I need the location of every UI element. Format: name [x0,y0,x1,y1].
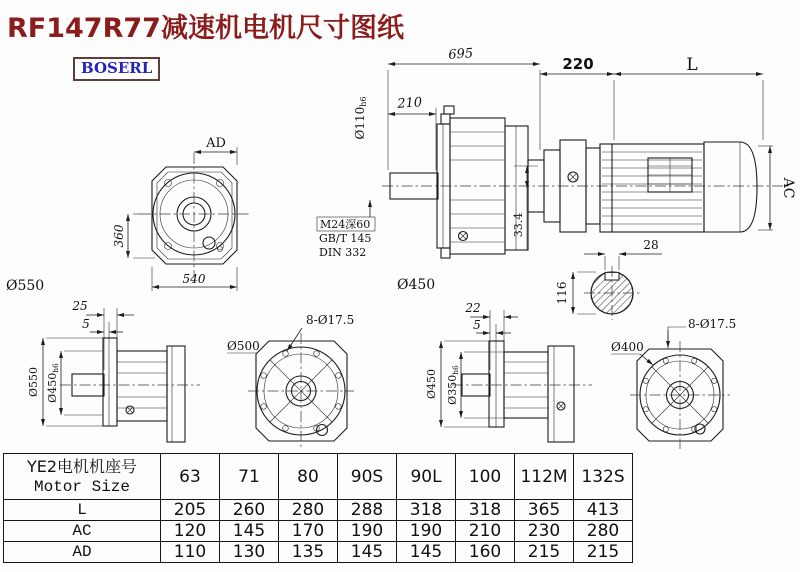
cell-L-100: 318 [456,500,515,521]
cell-AC-80: 170 [279,521,338,542]
cell-AD-100: 160 [456,542,515,563]
b400-flange [489,341,504,427]
cell-AD-112M: 215 [515,542,574,563]
cell-L-132S: 413 [574,500,633,521]
motor-size-63: 63 [161,454,220,500]
dim-5b-label: 5 [473,318,481,332]
motor-size-132S: 132S [574,454,633,500]
drain-screw [459,232,468,241]
cell-AD-80: 135 [279,542,338,563]
cell-AC-63: 120 [161,521,220,542]
cell-AD-90L: 145 [397,542,456,563]
flange-b500-side-view [27,299,200,442]
cell-L-112M: 365 [515,500,574,521]
label-holes-b400: 8-Ø17.5 [688,317,737,331]
motor-size-112M: 112M [515,454,574,500]
cell-AD-90S: 145 [338,542,397,563]
note-std1-label: GB/T 145 [319,232,372,245]
dim-28-label: 28 [643,238,659,252]
table-header-cn: YE2电机机座号 [26,456,138,476]
motor-size-71: 71 [220,454,279,500]
cell-L-71: 260 [220,500,279,521]
dim-AD-label: AD [206,136,226,151]
dim-360-label: 360 [112,224,126,248]
cell-AC-71: 145 [220,521,279,542]
shaft-section-view [555,238,662,320]
cell-AD-132S: 215 [574,542,633,563]
table-header-cell [4,454,161,500]
flange-screw [568,172,578,182]
dim-AC-label: AC [780,177,796,199]
row-label-AC: AC [4,521,161,542]
cell-AC-90L: 190 [397,521,456,542]
cell-AC-100: 210 [456,521,515,542]
flange-b400-front-view [611,317,736,449]
cell-L-63: 205 [161,500,220,521]
page-title: RF147R77减速机电机尺寸图纸 [7,13,404,44]
dim-695-label: 695 [447,46,474,63]
dim-210-label: 210 [396,95,423,112]
note-std2-label: DIN 332 [319,246,367,259]
dim-22-label: 22 [465,301,481,315]
dim-dia550-label: Ø550 [27,366,40,398]
dim-116-label: 116 [555,281,569,305]
row-label-AD: AD [4,542,161,563]
dim-220-label: 220 [562,55,594,73]
cell-L-80: 280 [279,500,338,521]
dim-dia450b-label: Ø450 [425,368,438,400]
dim-dia350h6-label: Ø350h6 [446,365,460,405]
cell-L-90L: 318 [397,500,456,521]
motor-size-90S: 90S [338,454,397,500]
cell-AD-63: 110 [161,542,220,563]
gearbox-body [450,118,505,254]
note-tap-label: M24深60 [320,218,371,231]
table-row-AD [4,542,633,563]
dim-L-label: L [686,55,698,75]
cell-L-90S: 288 [338,500,397,521]
label-dia450: Ø450 [397,277,436,293]
label-holes-b500: 8-Ø17.5 [306,313,355,327]
flange-b400-side-view [425,301,592,442]
flange-b500-front-view [227,313,354,449]
label-dia500: Ø500 [227,339,260,353]
b500-flange [103,338,117,426]
cell-AC-90S: 190 [338,521,397,542]
dim-dia450h6-label: Ø450h6 [46,363,60,403]
table-row-AC [4,521,633,542]
dim-540-label: 540 [182,272,206,286]
dim-334-label: 33.4 [512,212,525,238]
brand-logo: BOSERL [73,57,160,81]
motor-body [600,144,704,232]
dim-25-label: 25 [72,299,88,313]
cell-AC-132S: 280 [574,521,633,542]
table-header-en: Motor Size [33,477,130,496]
motor-size-80: 80 [279,454,338,500]
gearbox-front-view [6,136,250,294]
oil-plug [203,237,215,249]
motor-size-table [3,453,633,563]
label-dia400: Ø400 [611,340,644,354]
fan-cowl [704,142,757,232]
cell-AD-71: 130 [220,542,279,563]
row-label-L: L [4,500,161,521]
dim-shaft-dia-label: Ø110h6 [353,96,368,140]
motor-size-100: 100 [456,454,515,500]
label-dia550: Ø550 [6,278,45,294]
cell-AC-112M: 230 [515,521,574,542]
table-row-L [4,500,633,521]
dim-5-label: 5 [82,317,90,331]
gearmotor-side-view [317,46,796,293]
motor-size-90L: 90L [397,454,456,500]
